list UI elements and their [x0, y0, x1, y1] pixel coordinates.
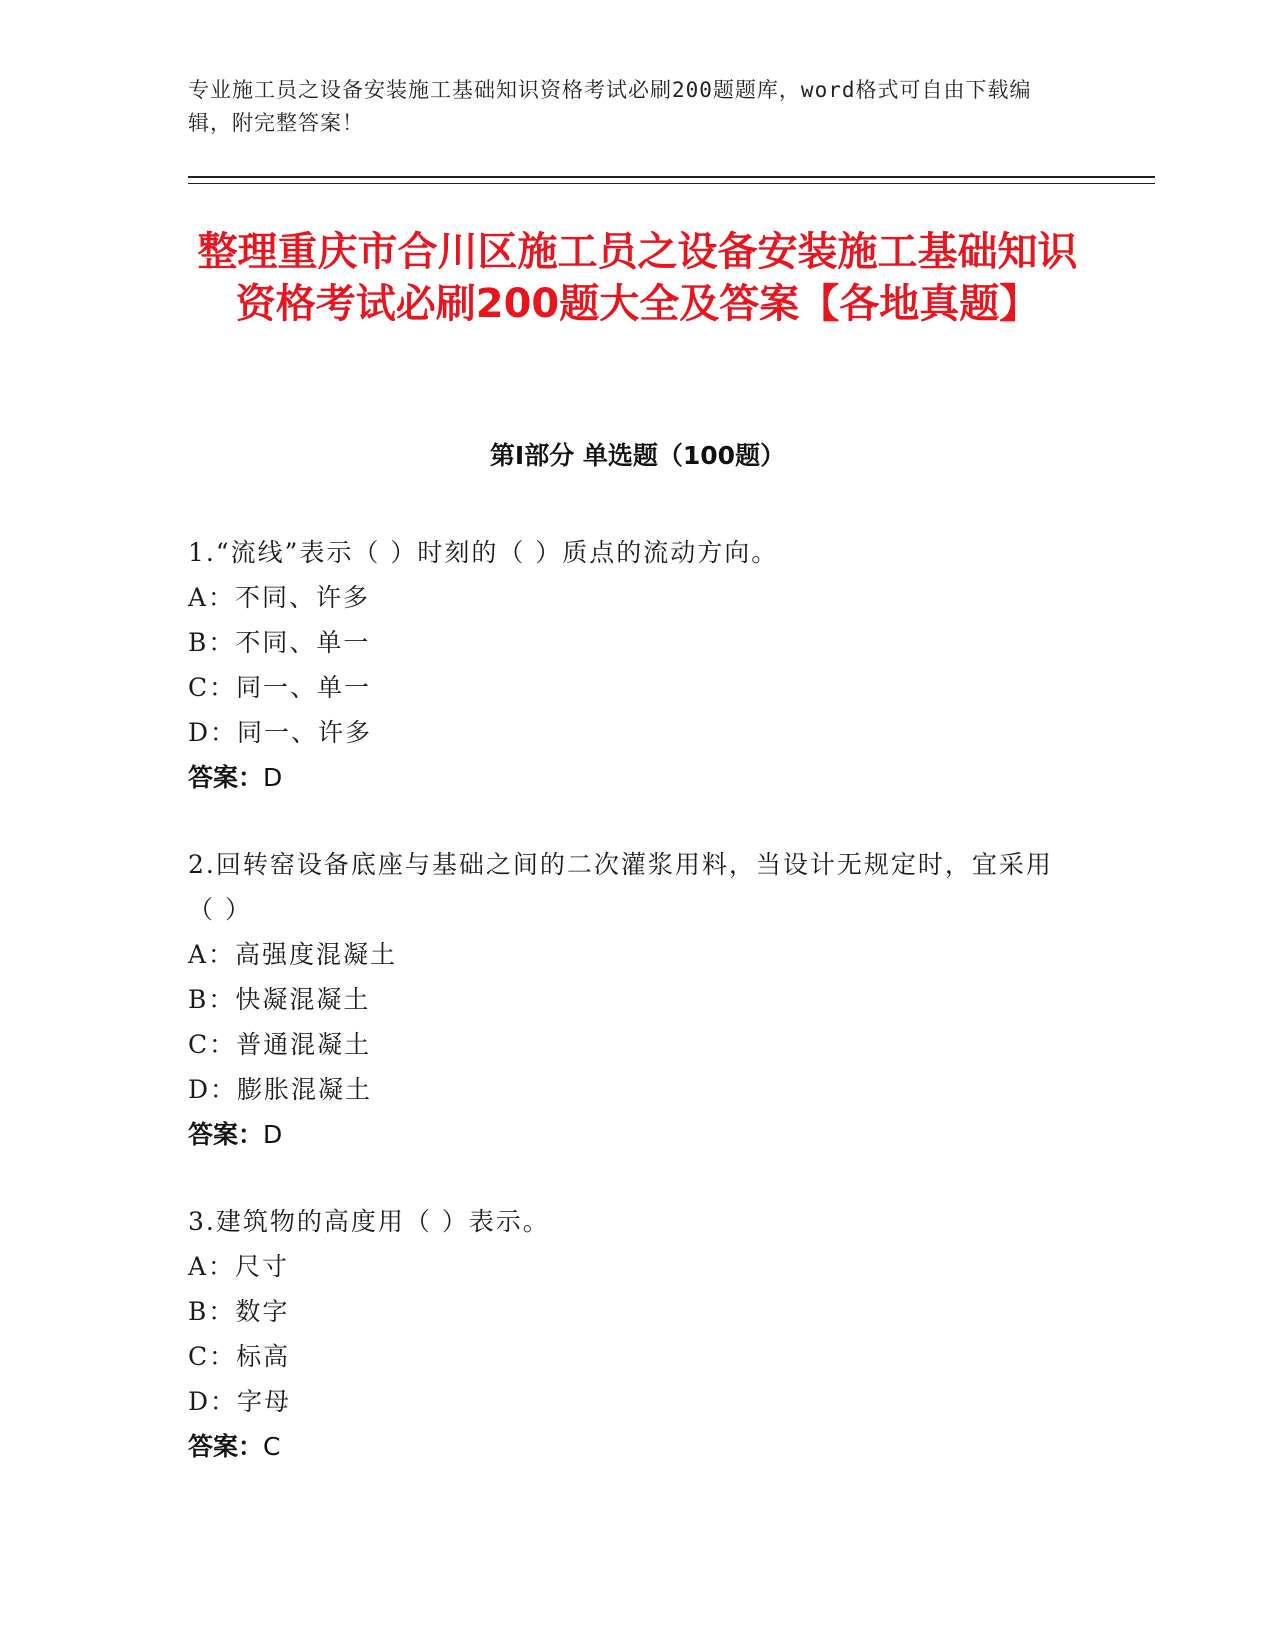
option-d: D：字母	[188, 1387, 292, 1416]
answer-label: 答案：	[188, 1432, 264, 1461]
question-stem: 1.“流线”表示（ ）时刻的（ ）质点的流动方向。	[188, 538, 779, 567]
option-a: A：尺寸	[188, 1252, 290, 1281]
question-list	[188, 530, 1068, 1511]
document-title: 整理重庆市合川区施工员之设备安装施工基础知识资格考试必刷200题大全及答案【各地真题】	[197, 229, 1078, 327]
option-c: C：同一、单一	[188, 673, 372, 702]
option-b: B：数字	[188, 1297, 290, 1326]
option-d: D：同一、许多	[188, 718, 373, 747]
answer-value: D	[263, 1120, 283, 1149]
answer-label: 答案：	[188, 763, 264, 792]
question-item	[188, 1199, 1068, 1469]
answer-line	[188, 1424, 1068, 1469]
answer-line	[188, 1112, 1068, 1157]
option-c: C：标高	[188, 1342, 291, 1371]
header-divider-thick	[188, 176, 1155, 178]
option-b: B：不同、单一	[188, 628, 371, 657]
header-divider-thin	[188, 183, 1155, 184]
question-stem: 2.回转窑设备底座与基础之间的二次灌浆用料，当设计无规定时，宜采用（ ）	[188, 850, 1053, 924]
option-a: A：高强度混凝土	[188, 940, 398, 969]
header-note: 专业施工员之设备安装施工基础知识资格考试必刷200题题库，word格式可自由下载编辑，附完整答案！	[188, 78, 1032, 135]
question-item	[188, 530, 1068, 800]
question-item	[188, 842, 1068, 1157]
section-title: 第Ⅰ部分 单选题（100题）	[489, 441, 786, 470]
answer-label: 答案：	[188, 1120, 264, 1149]
answer-value: D	[263, 763, 283, 792]
question-stem: 3.建筑物的高度用（ ）表示。	[188, 1207, 550, 1236]
option-c: C：普通混凝土	[188, 1030, 372, 1059]
answer-line	[188, 755, 1068, 800]
option-a: A：不同、许多	[188, 583, 371, 612]
option-b: B：快凝混凝土	[188, 985, 371, 1014]
answer-value: C	[263, 1432, 281, 1461]
option-d: D：膨胀混凝土	[188, 1075, 373, 1104]
